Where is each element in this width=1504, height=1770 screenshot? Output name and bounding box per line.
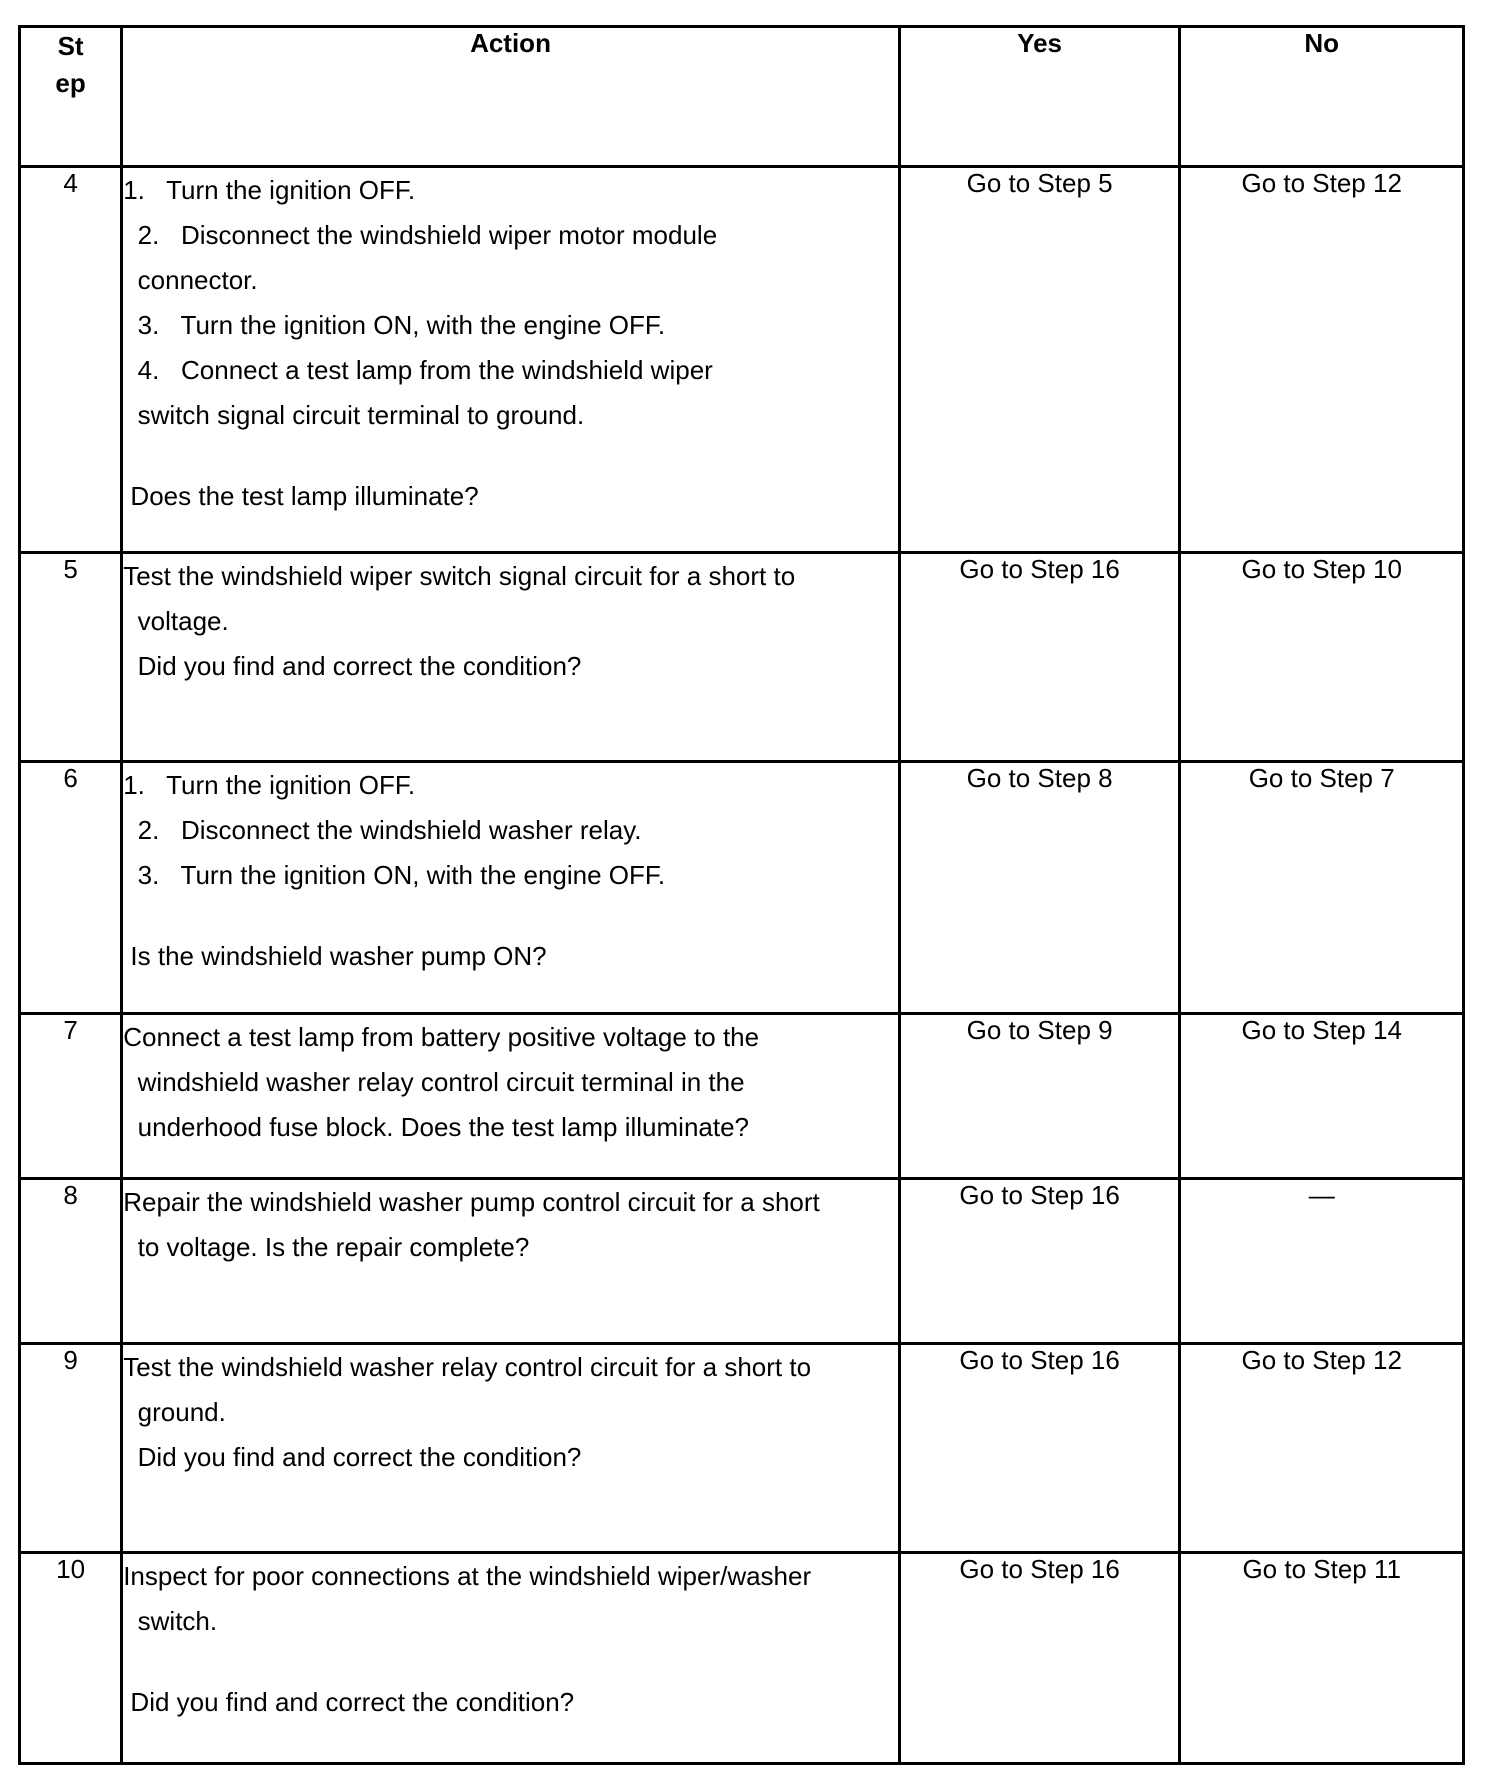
step-number: 10 (20, 1553, 122, 1764)
yes-outcome: Go to Step 16 (899, 1553, 1180, 1764)
action-spacer (123, 438, 898, 474)
action-line: voltage. (123, 606, 229, 636)
table-row (20, 1179, 1464, 1344)
action-cell (122, 1344, 900, 1553)
header-step (20, 27, 122, 167)
action-question: Does the test lamp illuminate? (123, 481, 479, 511)
no-outcome: — (1180, 1179, 1464, 1344)
header-step-line2: ep (55, 68, 86, 98)
table-row (20, 1344, 1464, 1553)
yes-outcome: Go to Step 5 (899, 167, 1180, 553)
action-line: windshield washer relay control circuit terminal in the (123, 1067, 745, 1097)
action-line: switch signal circuit terminal to ground. (123, 400, 585, 430)
step-number: 8 (20, 1179, 122, 1344)
action-cell (122, 1179, 900, 1344)
table-row (20, 553, 1464, 762)
action-line: underhood fuse block. Does the test lamp illuminate? (123, 1112, 750, 1142)
action-line: Did you find and correct the condition? (123, 1442, 582, 1472)
action-question: Did you find and correct the condition? (123, 1687, 575, 1717)
no-outcome: Go to Step 12 (1180, 1344, 1464, 1553)
table-row (20, 762, 1464, 1014)
yes-outcome: Go to Step 16 (899, 1179, 1180, 1344)
action-cell (122, 1014, 900, 1179)
step-number: 5 (20, 553, 122, 762)
action-question: Is the windshield washer pump ON? (123, 941, 547, 971)
action-line: 3. Turn the ignition ON, with the engine OFF. (123, 860, 666, 890)
action-line: Test the windshield wiper switch signal circuit for a short to (123, 561, 796, 591)
header-no: No (1180, 27, 1464, 167)
action-line: Did you find and correct the condition? (123, 651, 582, 681)
action-line: 2. Disconnect the windshield wiper motor module (123, 220, 718, 250)
table-row (20, 1014, 1464, 1179)
yes-outcome: Go to Step 8 (899, 762, 1180, 1014)
action-cell (122, 167, 900, 553)
step-number: 6 (20, 762, 122, 1014)
action-line: 1. Turn the ignition OFF. (123, 770, 416, 800)
table-row (20, 167, 1464, 553)
yes-outcome: Go to Step 16 (899, 553, 1180, 762)
diagnostic-table (18, 25, 1465, 1765)
action-line: 1. Turn the ignition OFF. (123, 175, 416, 205)
action-spacer (123, 898, 898, 934)
step-number: 4 (20, 167, 122, 553)
action-line: Repair the windshield washer pump control circuit for a short (123, 1187, 820, 1217)
step-number: 7 (20, 1014, 122, 1179)
action-spacer (123, 1644, 898, 1680)
action-line: 3. Turn the ignition ON, with the engine OFF. (123, 310, 666, 340)
header-step-line1: St (57, 31, 84, 61)
no-outcome: Go to Step 7 (1180, 762, 1464, 1014)
table-row (20, 1553, 1464, 1764)
action-line: Inspect for poor connections at the windshield wiper/washer (123, 1561, 812, 1591)
no-outcome: Go to Step 11 (1180, 1553, 1464, 1764)
header-row (20, 27, 1464, 167)
action-cell (122, 762, 900, 1014)
action-line: Connect a test lamp from battery positive voltage to the (123, 1022, 760, 1052)
header-yes: Yes (899, 27, 1180, 167)
action-line: to voltage. Is the repair complete? (123, 1232, 530, 1262)
no-outcome: Go to Step 14 (1180, 1014, 1464, 1179)
action-cell (122, 553, 900, 762)
action-line: Test the windshield washer relay control circuit for a short to (123, 1352, 812, 1382)
action-cell (122, 1553, 900, 1764)
action-line: connector. (123, 265, 258, 295)
yes-outcome: Go to Step 16 (899, 1344, 1180, 1553)
action-line: ground. (123, 1397, 226, 1427)
action-line: switch. (123, 1606, 218, 1636)
yes-outcome: Go to Step 9 (899, 1014, 1180, 1179)
action-line: 2. Disconnect the windshield washer relay. (123, 815, 642, 845)
no-outcome: Go to Step 12 (1180, 167, 1464, 553)
action-line: 4. Connect a test lamp from the windshield wiper (123, 355, 713, 385)
step-number: 9 (20, 1344, 122, 1553)
header-action: Action (122, 27, 900, 167)
no-outcome: Go to Step 10 (1180, 553, 1464, 762)
